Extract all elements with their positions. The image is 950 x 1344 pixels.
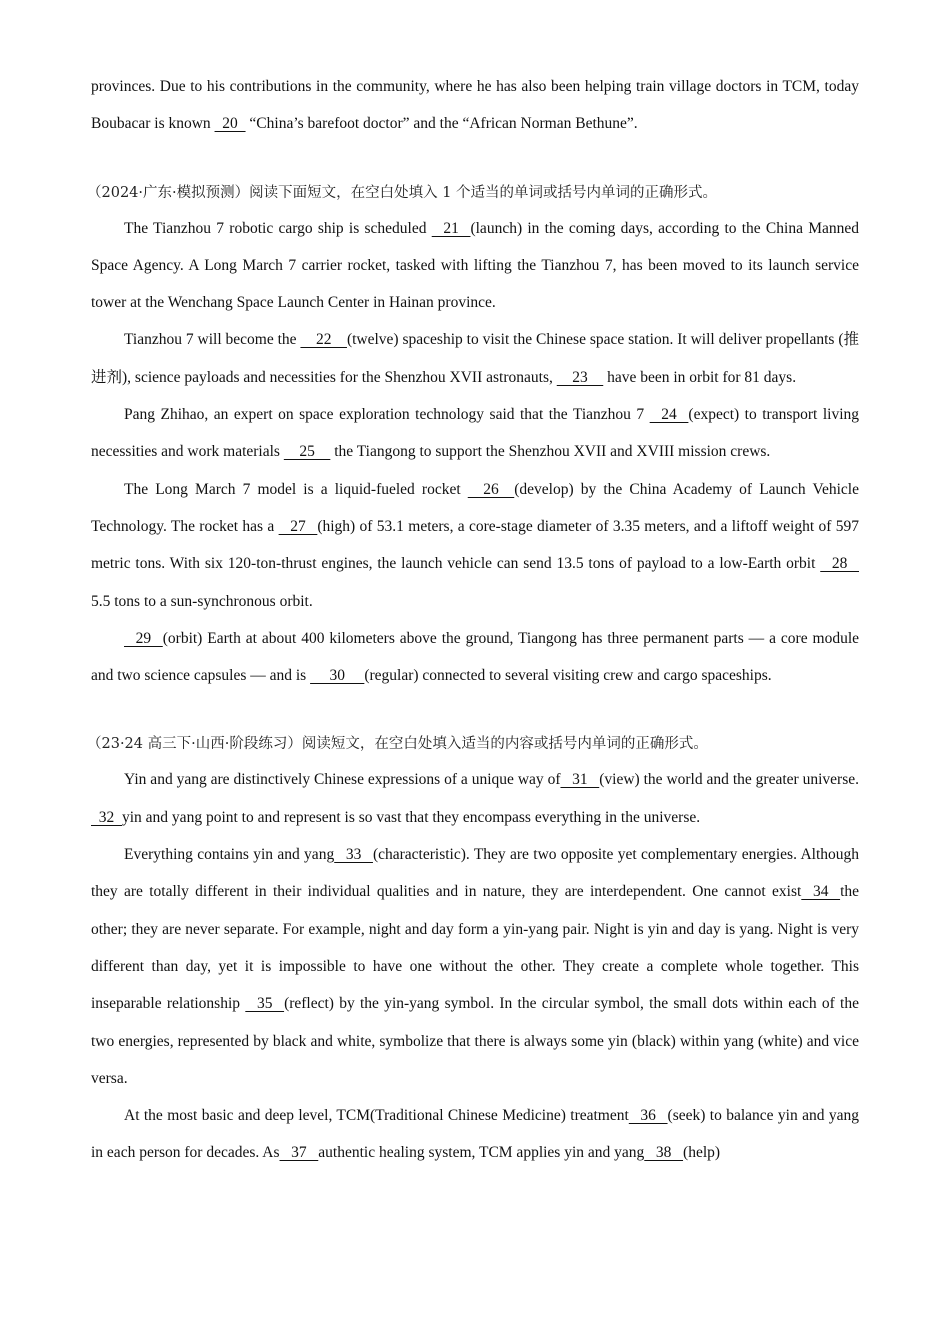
s2-paragraph-4 bbox=[91, 471, 859, 620]
section2-header: （2024·广东·模拟预测）阅读下面短文，在空白处填入 1 个适当的单词或括号内单词的正确形式。 bbox=[87, 184, 718, 201]
s2-p5-text-1: (orbit) Earth at about 400 kilometers above the ground, Tiangong has three permanent parts — a core module and two science capsules — and is bbox=[91, 629, 859, 685]
blank-32[interactable]: 32 bbox=[91, 808, 122, 826]
blank-23[interactable]: 23 bbox=[556, 368, 604, 386]
intro-text-1: provinces. Due to his contributions in the community, where he has also been helping train village doctors in TCM, today Boubacar is known bbox=[91, 78, 859, 133]
s3-p1-text-2: (view) the world and the greater universe. bbox=[599, 771, 859, 789]
s3-p2-text-4: (reflect) by the yin-yang symbol. In the circular symbol, the small dots within each of the two energies, represented by black and white, symbolize that there is always some yin (black) within yang (white) and vice versa. bbox=[91, 995, 859, 1087]
s3-p3-text-3: authentic healing system, TCM applies yin and yang bbox=[318, 1144, 645, 1162]
s2-p3-text-2: (expect) to transport living necessities and work materials bbox=[91, 406, 860, 461]
s2-paragraph-1 bbox=[91, 210, 859, 322]
blank-26[interactable]: 26 bbox=[467, 480, 515, 498]
section-gap bbox=[91, 694, 859, 727]
blank-31[interactable]: 31 bbox=[560, 771, 600, 789]
blank-36[interactable]: 36 bbox=[628, 1107, 668, 1125]
blank-24[interactable]: 24 bbox=[649, 406, 689, 424]
s2-p1-text-1: The Tianzhou 7 robotic cargo ship is scheduled bbox=[124, 219, 432, 237]
s2-p4-text-4: 5.5 tons to a sun-synchronous orbit. bbox=[91, 592, 313, 610]
s2-p4-text-1: The Long March 7 model is a liquid-fueled rocket bbox=[124, 480, 468, 498]
s2-p4-text-2: (develop) by the China Academy of Launch Vehicle Technology. The rocket has a bbox=[91, 480, 859, 535]
s2-p3-text-1: Pang Zhihao, an expert on space exploration technology said that the Tianzhou 7 bbox=[124, 406, 650, 424]
s3-p2-text-2: (characteristic). They are two opposite yet complementary energies. Although they are totally different in their individual qualities and in nature, they are interdependent. One cannot exist bbox=[91, 846, 859, 901]
blank-38[interactable]: 38 bbox=[644, 1144, 684, 1162]
s2-p3-text-3: the Tiangong to support the Shenzhou XVII and XVIII mission crews. bbox=[330, 443, 771, 461]
intro-paragraph bbox=[91, 68, 859, 143]
blank-35[interactable]: 35 bbox=[245, 995, 285, 1013]
s3-p3-text-2: (seek) to balance yin and yang in each person for decades. As bbox=[91, 1107, 859, 1162]
blank-25[interactable]: 25 bbox=[283, 443, 331, 461]
s3-paragraph-2 bbox=[91, 836, 859, 1097]
section-gap bbox=[91, 143, 859, 176]
blank-22[interactable]: 22 bbox=[300, 331, 347, 349]
s2-p4-text-3: (high) of 53.1 meters, a core-stage diameter of 3.35 meters, and a liftoff weight of 597 metric tons. With six 120-ton-thrust engines, the launch vehicle can send 13.5 tons of payload to a low-Earth orbit bbox=[91, 517, 859, 573]
s3-paragraph-1 bbox=[91, 761, 859, 836]
blank-37[interactable]: 37 bbox=[279, 1144, 319, 1162]
s3-p2-text-1: Everything contains yin and yang bbox=[124, 846, 335, 864]
s3-p1-text-1: Yin and yang are distinctively Chinese expressions of a unique way of bbox=[124, 771, 561, 789]
s2-paragraph-2 bbox=[91, 321, 859, 396]
blank-30[interactable]: 30 bbox=[310, 667, 365, 685]
s3-p3-text-4: (help) bbox=[683, 1144, 721, 1162]
s3-p1-text-3: yin and yang point to and represent is so vast that they encompass everything in the universe. bbox=[122, 808, 701, 826]
s2-p2-text-2: (twelve) spaceship to visit the Chinese space station. It will deliver propellants (推进剂), science payloads and necessities for the Shenzhou XVII astronauts, bbox=[91, 331, 859, 386]
s3-p2-text-3: the other; they are never separate. For example, night and day form a yin-yang pair. Night is yin and day is yang. Night is very different than day, yet it is impossible to have one without the other. They create a complete whole together. This inseparable relationship bbox=[91, 883, 859, 1013]
s2-p1-text-2: (launch) in the coming days, according to the China Manned Space Agency. A Long March 7 carrier rocket, tasked with lifting the Tianzhou 7, has been moved to its launch service tower at the Wenchang Space Launch Center in Hainan province. bbox=[91, 219, 859, 312]
intro-text-2: “China’s barefoot doctor” and the “African Norman Bethune”. bbox=[245, 115, 638, 133]
document-page bbox=[87, 68, 860, 1172]
s2-p2-text-3: have been in orbit for 81 days. bbox=[603, 368, 797, 386]
s2-p2-text-1: Tianzhou 7 will become the bbox=[124, 331, 301, 349]
blank-33[interactable]: 33 bbox=[334, 846, 373, 864]
blank-29[interactable]: 29 bbox=[124, 629, 163, 647]
blank-28[interactable]: 28 bbox=[820, 555, 859, 573]
s3-p3-text-1: At the most basic and deep level, TCM(Traditional Chinese Medicine) treatment bbox=[124, 1107, 629, 1125]
s3-paragraph-3 bbox=[91, 1097, 859, 1172]
blank-34[interactable]: 34 bbox=[801, 883, 841, 901]
section3-header: （23·24 高三下·山西·阶段练习）阅读短文，在空白处填入适当的内容或括号内单词的正确形式。 bbox=[87, 736, 708, 753]
s2-paragraph-5 bbox=[91, 620, 859, 695]
blank-21[interactable]: 21 bbox=[431, 219, 471, 237]
s2-p5-text-2: (regular) connected to several visiting crew and cargo spaceships. bbox=[364, 667, 772, 685]
blank-20[interactable]: 20 bbox=[214, 115, 246, 133]
s2-paragraph-3 bbox=[91, 396, 859, 471]
blank-27[interactable]: 27 bbox=[278, 517, 318, 535]
